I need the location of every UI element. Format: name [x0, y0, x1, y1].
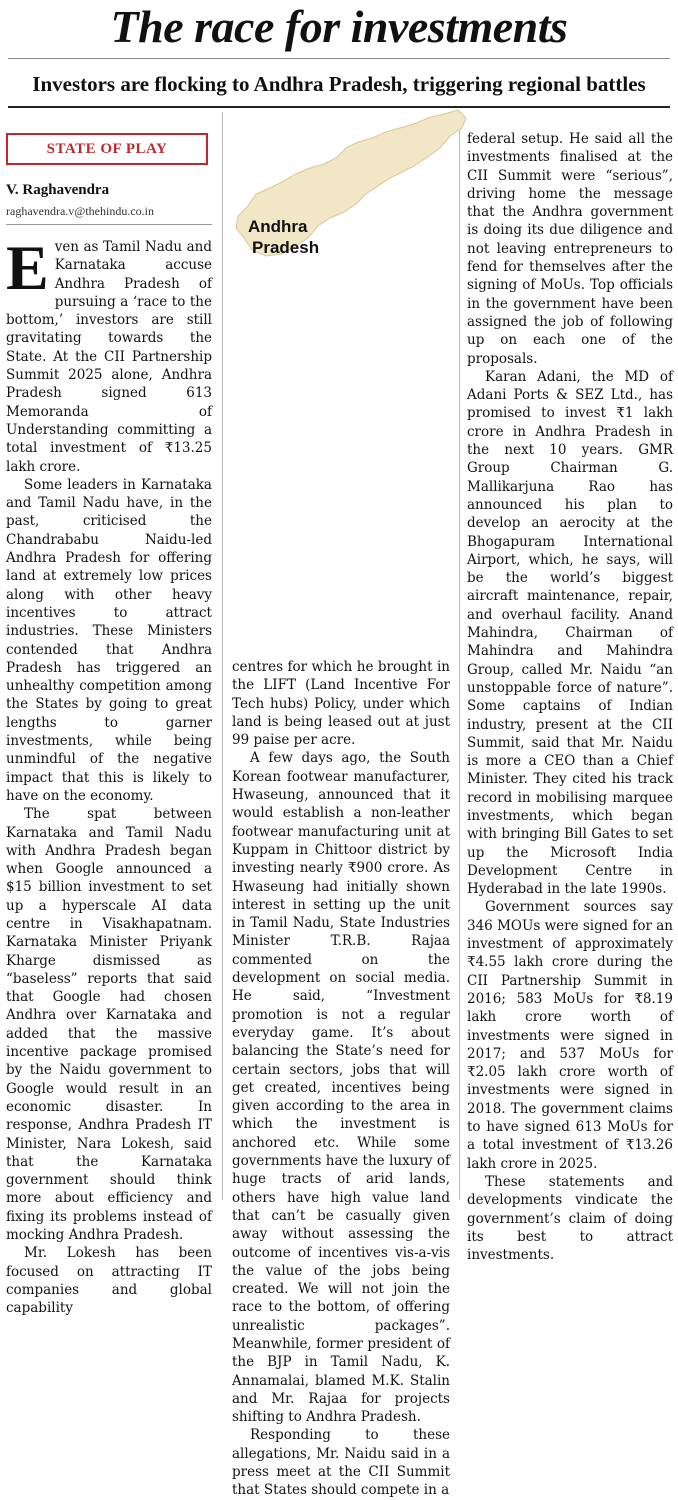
article-column-3	[467, 130, 673, 1264]
paragraph: These statements and developments vindicate the government’s claim of doing its best to attract investments.	[467, 1173, 673, 1264]
article-column-1	[6, 232, 212, 1318]
article-column-2	[232, 658, 450, 1500]
map-label-pradesh: Pradesh	[252, 238, 320, 257]
paragraph: Responding to these allegations, Mr. Naidu said in a press meet at the CII Summit that States should compete in a	[232, 1427, 450, 1499]
headline: The race for investments	[110, 1, 568, 52]
paragraph: The spat between Karnataka and Tamil Nadu with Andhra Pradesh began when Google announced a $15 billion investment to set up a hyperscale AI data centre in Visakhapatnam. Karnataka Minister Priyank Kharge dismissed as “baseless” reports that said that Google had chosen Andhra over Karnataka and added that the massive incentive package promised by the Naidu government to Google would result in an economic disaster. In response, Andhra Pradesh IT Minister, Nara Lokesh, said that the Karnataka government should think more about efficiency and fixing its problems instead of mocking Andhra Pradesh.	[6, 806, 212, 1244]
paragraph: centres for which he brought in the LIFT (Land Incentive For Tech hubs) Policy, under which land is being leased out at just 99 paise per acre.	[232, 659, 450, 749]
subheadline: Investors are flocking to Andhra Pradesh, triggering regional battles	[32, 72, 646, 96]
paragraph: Some leaders in Karnataka and Tamil Nadu have, in the past, criticised the Chandrababu Naidu-led Andhra Pradesh for offering land at extremely low prices along with other heavy incentives to attract industries. These Ministers contended that Andhra Pradesh has triggered an unhealthy competition among the States by going to great lengths to garner investments, while being unmindful of the negative impact that this is likely to have on the economy.	[6, 476, 212, 804]
author-name: V. Raghavendra	[6, 182, 110, 198]
andhra-pradesh-map	[226, 108, 470, 258]
column-divider	[222, 112, 223, 1200]
paragraph: federal setup. He said all the investments finalised at the CII Summit were “serious”, driving home the message that the Andhra government is doing its due diligence and not leaving entrepreneurs to fend for themselves after the signing of MoUs. Top officials in the government have been assigned the job of following up on each one of the proposals.	[467, 131, 673, 367]
byline-rule	[6, 224, 212, 225]
drop-cap: E	[6, 232, 49, 303]
map-label-andhra: Andhra	[248, 217, 308, 236]
paragraph: Even as Tamil Nadu and Karnataka accuse Andhra Pradesh of pursuing a ‘race to the bottom,’ investors are still gravitating towards the State. At the CII Partnership Summit 2025 alone, Andhra Pradesh signed 613 Memoranda of Understanding committing a total investment of ₹13.25 lakh crore.	[6, 232, 212, 475]
paragraph: Government sources say 346 MOUs were signed for an investment of approximately ₹4.55 lakh crore during the CII Partnership Summit in 2016; 583 MoUs for ₹8.19 lakh crore worth of investments were signed in 2017; and 537 MoUs for ₹2.05 lakh crore worth of investments were signed in 2018. The government claims to have signed 613 MoUs for a total investment of ₹13.26 lakh crore in 2025.	[467, 899, 673, 1172]
paragraph: Mr. Lokesh has been focused on attracting IT companies and global capability	[6, 1245, 212, 1317]
state-of-play-label: STATE OF PLAY	[6, 133, 208, 165]
headline-rule	[8, 58, 670, 59]
paragraph: A few days ago, the South Korean footwear manufacturer, Hwaseung, announced that it would establish a non-leather footwear manufacturing unit at Kuppam in Chittoor district by investing nearly ₹900 crore. As Hwaseung had initially shown interest in setting up the unit in Tamil Nadu, State Industries Minister T.R.B. Rajaa commented on the development on social media. He said, “Investment promotion is not a regular everyday game. It’s about balancing the State’s need for certain sectors, jobs that will get created, incentives being given according to the area in which the investment is anchored etc. While some governments have the luxury of huge tracts of arid lands, others have high value land that can’t be casually given away without assessing the outcome of incentives vis-a-vis the value of the jobs being created. We will not join the race to the bottom, of offering unrealistic packages”. Meanwhile, former president of the BJP in Tamil Nadu, K. Annamalai, blamed M.K. Stalin and Mr. Rajaa for projects shifting to Andhra Pradesh.	[232, 750, 450, 1426]
column-divider	[459, 112, 460, 1200]
author-email[interactable]: raghavendra.v@thehindu.co.in	[6, 204, 155, 218]
paragraph: Karan Adani, the MD of Adani Ports & SEZ Ltd., has promised to invest ₹1 lakh crore in Andhra Pradesh in the next 10 years. GMR Group Chairman G. Mallikarjuna Rao has announced his plan to develop an aerocity at the Bhogapuram International Airport, which, he says, will be the world’s biggest aircraft maintenance, repair, and overhaul facility. Anand Mahindra, Chairman of Mahindra and Mahindra Group, called Mr. Naidu “an unstoppable force of nature”. Some captains of Indian industry, present at the CII Summit, said that Mr. Naidu is more a CEO than a Chief Minister. They cited his track record in mobilising marquee investments, which began with bringing Bill Gates to set up the Microsoft India Development Centre in Hyderabad in the late 1990s.	[467, 368, 673, 898]
